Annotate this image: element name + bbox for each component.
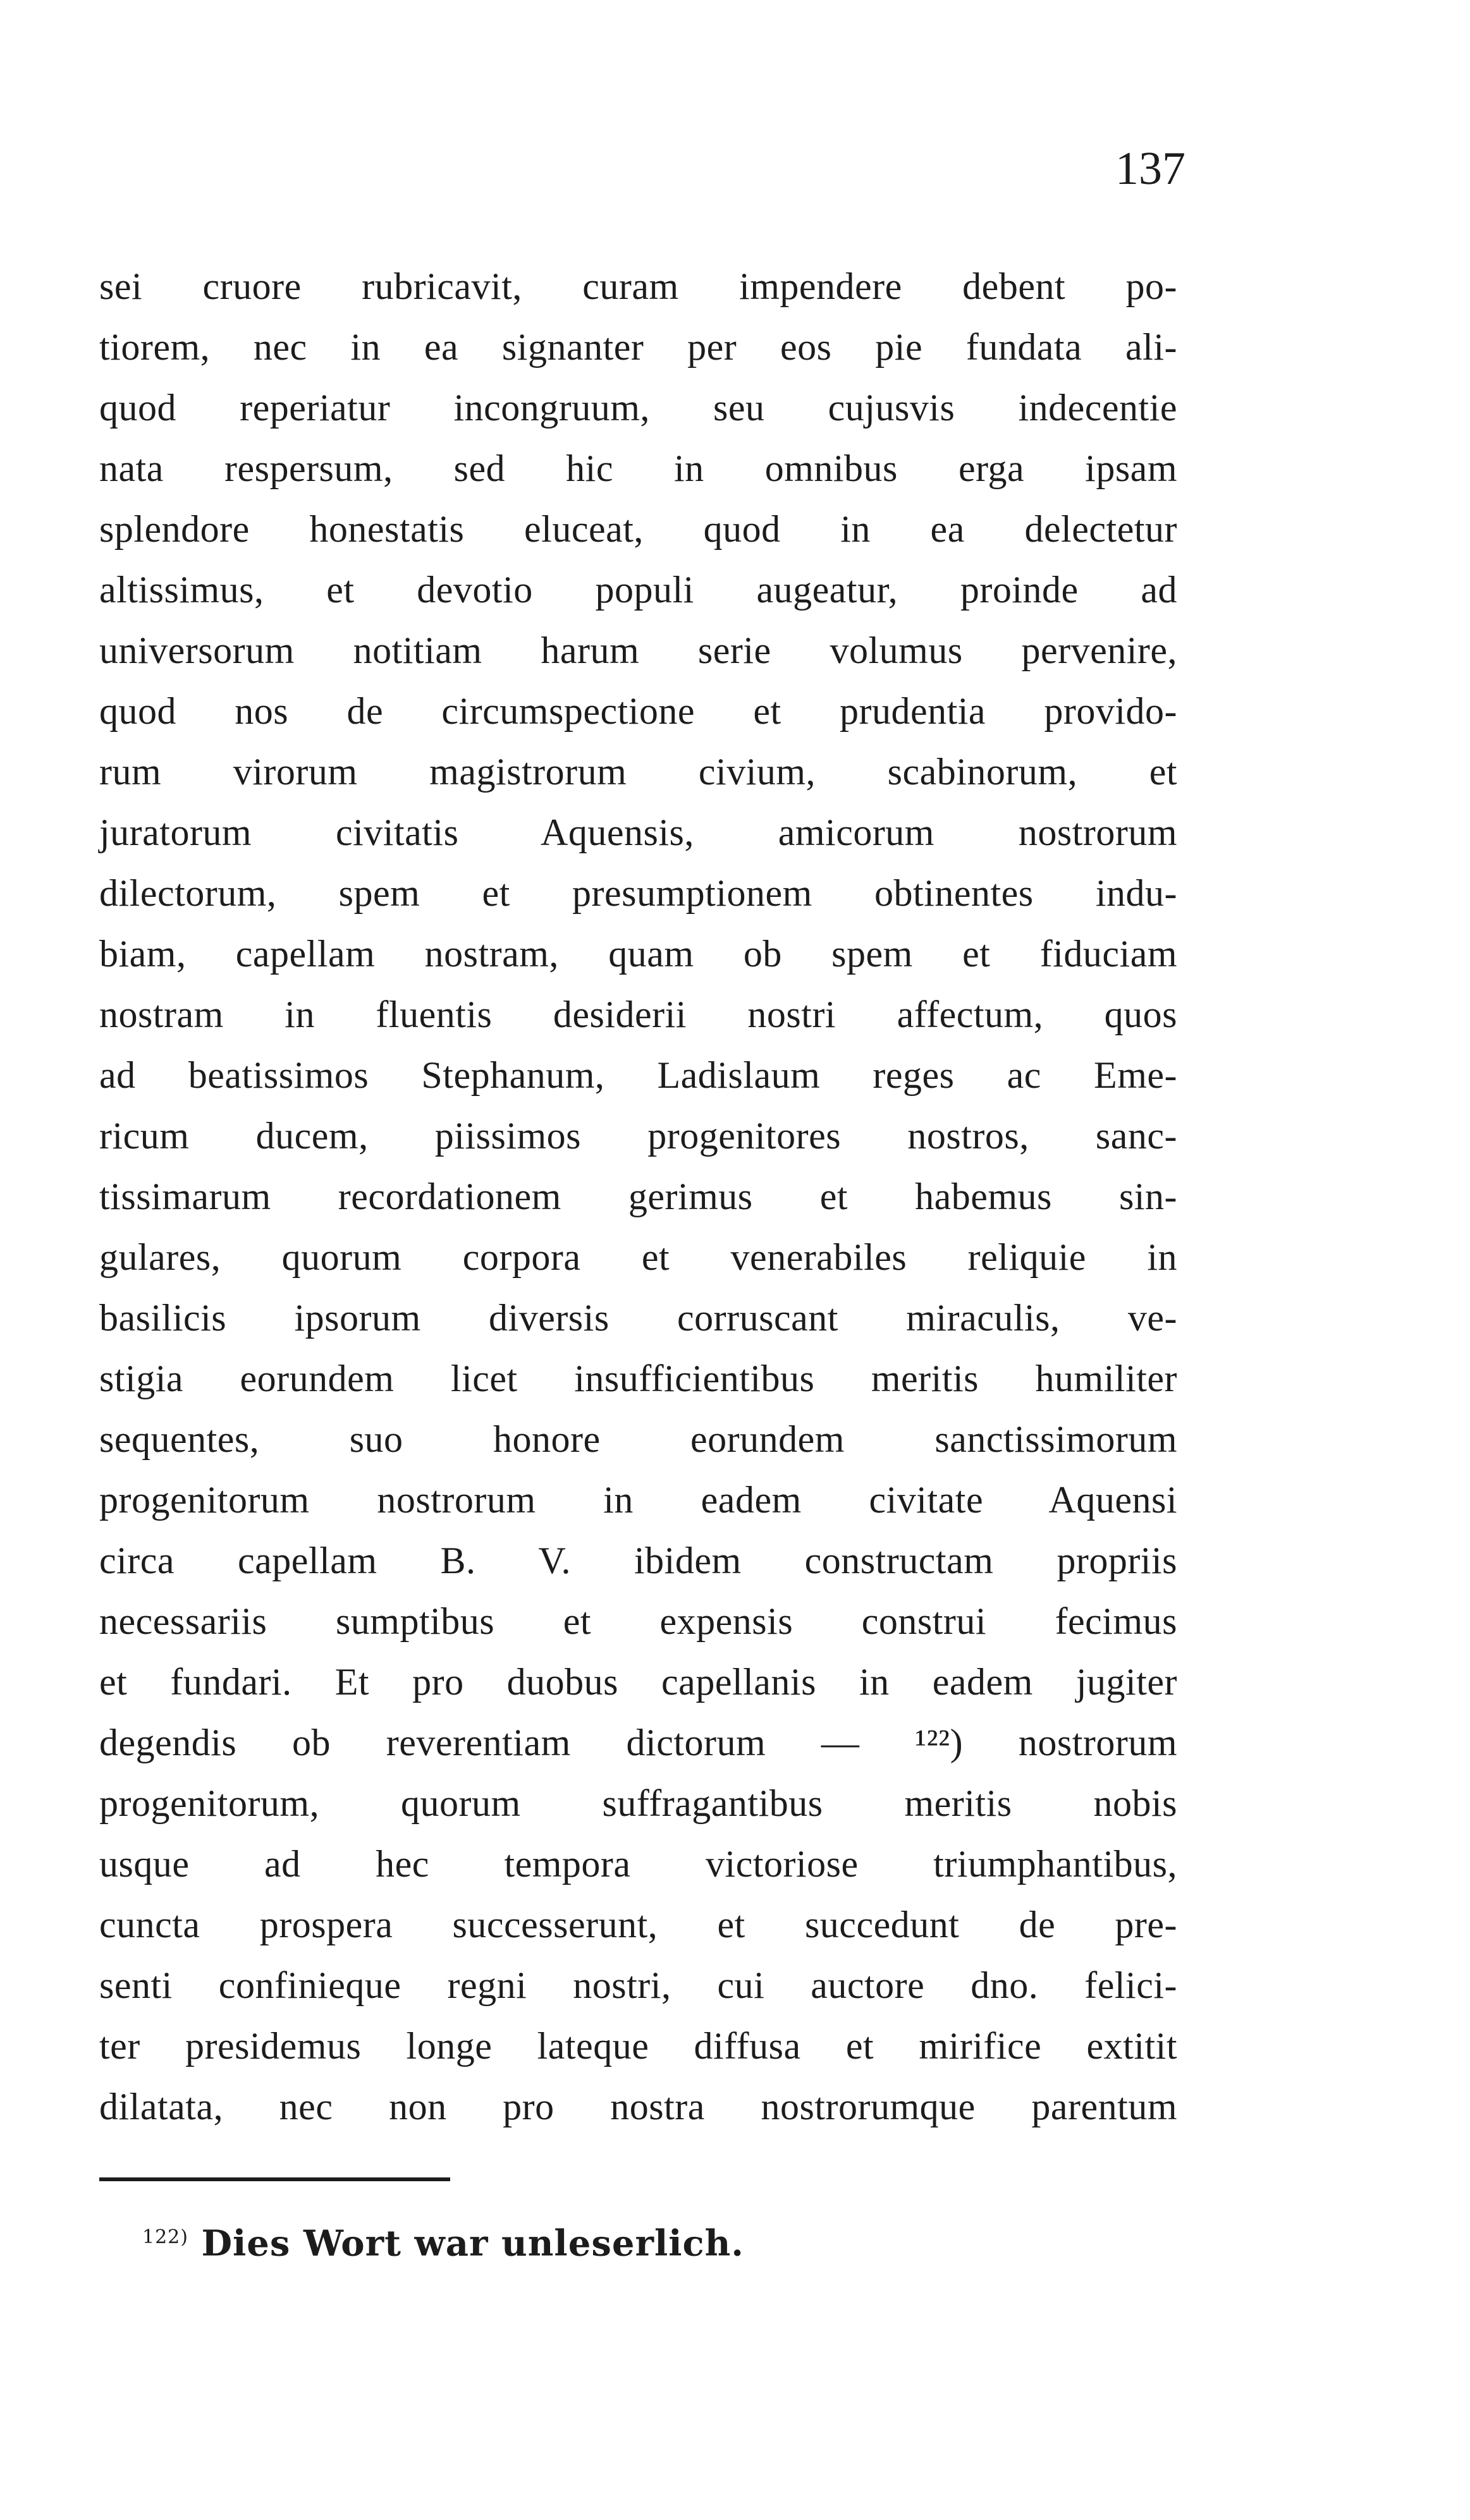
text-line: degendis ob reverentiam dictorum — ¹²²) nostrorum bbox=[99, 1722, 1177, 1763]
page-number: 137 bbox=[1115, 143, 1185, 195]
text-line: usque ad hec tempora victoriose triumphantibus, bbox=[99, 1843, 1177, 1885]
text-line: splendore honestatis eluceat, quod in ea delectetur bbox=[99, 508, 1177, 550]
text-line: et fundari. Et pro duobus capellanis in eadem jugiter bbox=[99, 1661, 1177, 1703]
text-line: progenitorum nostrorum in eadem civitate Aquensi bbox=[99, 1479, 1177, 1521]
text-line: quod reperiatur incongruum, seu cujusvis indecentie bbox=[99, 387, 1177, 429]
text-line: biam, capellam nostram, quam ob spem et fiduciam bbox=[99, 933, 1177, 975]
footnote-rule bbox=[99, 2177, 450, 2181]
text-line: basilicis ipsorum diversis corruscant miraculis, ve- bbox=[99, 1297, 1177, 1339]
body-text bbox=[99, 256, 1177, 2137]
text-line: dilectorum, spem et presumptionem obtinentes indu- bbox=[99, 872, 1177, 914]
text-line: sei cruore rubricavit, curam impendere debent po- bbox=[99, 265, 1177, 307]
text-line: tissimarum recordationem gerimus et habemus sin- bbox=[99, 1176, 1177, 1217]
text-line: quod nos de circumspectione et prudentia provido- bbox=[99, 690, 1177, 732]
text-line: dilatata, nec non pro nostra nostrorumque parentum bbox=[99, 2086, 1177, 2127]
text-line: tiorem, nec in ea signanter per eos pie fundata ali- bbox=[99, 326, 1177, 368]
text-line: necessariis sumptibus et expensis construi fecimus bbox=[99, 1600, 1177, 1642]
text-line: senti confinieque regni nostri, cui auctore dno. felici- bbox=[99, 1964, 1177, 2006]
text-line: sequentes, suo honore eorundem sanctissimorum bbox=[99, 1418, 1177, 1460]
text-line: cuncta prospera successerunt, et succedunt de pre- bbox=[99, 1904, 1177, 1945]
text-line: juratorum civitatis Aquensis, amicorum nostrorum bbox=[99, 812, 1177, 853]
text-line: ter presidemus longe lateque diffusa et mirifice extitit bbox=[99, 2025, 1177, 2067]
text-line: stigia eorundem licet insufficientibus meritis humiliter bbox=[99, 1358, 1177, 1399]
text-line: nata respersum, sed hic in omnibus erga ipsam bbox=[99, 447, 1177, 489]
text-line: rum virorum magistrorum civium, scabinorum, et bbox=[99, 751, 1177, 793]
text-line: circa capellam B. V. ibidem constructam propriis bbox=[99, 1540, 1177, 1581]
footnote bbox=[142, 2215, 744, 2266]
text-line: ricum ducem, piissimos progenitores nostros, sanc- bbox=[99, 1115, 1177, 1157]
text-line: ad beatissimos Stephanum, Ladislaum reges ac Eme- bbox=[99, 1054, 1177, 1096]
footnote-mark: 122) bbox=[142, 2226, 188, 2248]
footnote-text: Dies Wort war unleserlich. bbox=[201, 2222, 744, 2265]
text-line: altissimus, et devotio populi augeatur, proinde ad bbox=[99, 569, 1177, 611]
text-line: universorum notitiam harum serie volumus pervenire, bbox=[99, 630, 1177, 671]
text-line: nostram in fluentis desiderii nostri affectum, quos bbox=[99, 994, 1177, 1035]
text-line: progenitorum, quorum suffragantibus meritis nobis bbox=[99, 1782, 1177, 1824]
text-line: gulares, quorum corpora et venerabiles reliquie in bbox=[99, 1236, 1177, 1278]
